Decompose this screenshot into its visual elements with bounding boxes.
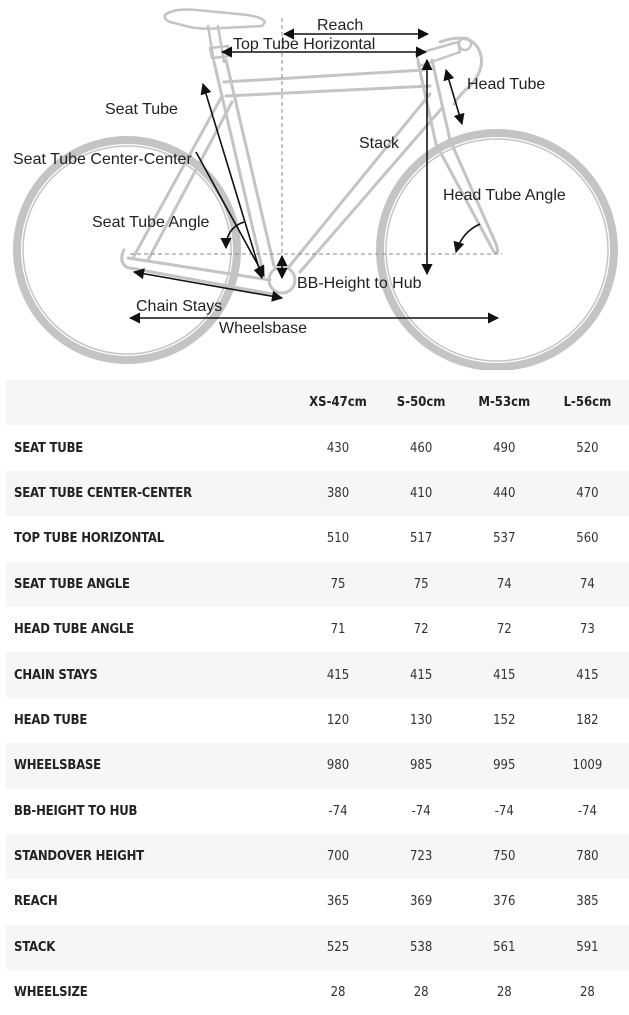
table-cell: 369 bbox=[409, 894, 433, 910]
table-cell: 365 bbox=[326, 894, 350, 910]
table-cell: 780 bbox=[576, 849, 599, 865]
row-label: STACK bbox=[14, 939, 56, 955]
label-top-tube-horizontal: Top Tube Horizontal bbox=[233, 36, 376, 53]
table-cell: 510 bbox=[326, 531, 350, 547]
table-header-row bbox=[6, 380, 629, 425]
row-label: CHAIN STAYS bbox=[14, 667, 98, 683]
table-cell: 410 bbox=[409, 485, 433, 501]
column-header: XS-47cm bbox=[309, 395, 367, 411]
table-cell: 75 bbox=[413, 576, 429, 592]
table-cell: 750 bbox=[493, 849, 516, 865]
column-header: L-56cm bbox=[563, 395, 612, 411]
table-cell: 72 bbox=[413, 622, 429, 638]
label-reach: Reach bbox=[317, 17, 364, 34]
table-cell: 517 bbox=[409, 531, 433, 547]
table-cell: 152 bbox=[493, 712, 516, 728]
top-tube bbox=[224, 70, 430, 96]
table-body bbox=[6, 425, 629, 1015]
row-label: HEAD TUBE ANGLE bbox=[14, 622, 134, 638]
table-cell: 73 bbox=[579, 622, 595, 638]
seat-tube bbox=[214, 60, 274, 268]
label-stack: Stack bbox=[359, 135, 400, 152]
table-cell: 376 bbox=[493, 894, 516, 910]
column-header: S-50cm bbox=[396, 395, 446, 411]
table-cell: 700 bbox=[326, 849, 350, 865]
chain-stays-arrow bbox=[134, 272, 282, 298]
table-cell: 182 bbox=[576, 712, 599, 728]
table-row bbox=[6, 562, 629, 607]
label-chain-stays: Chain Stays bbox=[136, 298, 223, 315]
table-cell: 985 bbox=[409, 758, 433, 774]
table-row bbox=[6, 698, 629, 743]
label-seat-tube-center-center: Seat Tube Center-Center bbox=[13, 151, 192, 168]
table-row bbox=[6, 652, 629, 697]
head-tube-angle-arc bbox=[456, 224, 480, 252]
table-cell: 75 bbox=[330, 576, 346, 592]
table-cell: 415 bbox=[409, 667, 433, 683]
seat-stays bbox=[134, 96, 232, 260]
table-cell: -74 bbox=[494, 803, 514, 819]
row-label: WHEELSIZE bbox=[14, 985, 88, 1001]
rear-wheel-rim bbox=[23, 146, 231, 354]
table-row bbox=[6, 516, 629, 561]
table-cell: 440 bbox=[493, 485, 516, 501]
table-cell: 995 bbox=[493, 758, 516, 774]
row-label: SEAT TUBE bbox=[14, 440, 84, 456]
geometry-table bbox=[6, 380, 629, 1015]
table-cell: 72 bbox=[496, 622, 512, 638]
table-cell: 980 bbox=[326, 758, 350, 774]
header-corner bbox=[6, 380, 296, 425]
stem bbox=[416, 42, 460, 66]
table-cell: 415 bbox=[576, 667, 599, 683]
chain-stays-frame bbox=[128, 258, 272, 294]
table-row bbox=[6, 879, 629, 924]
table-cell: 520 bbox=[576, 440, 599, 456]
table-cell: 490 bbox=[493, 440, 516, 456]
label-bb-height-to-hub: BB-Height to Hub bbox=[297, 275, 422, 292]
table-row bbox=[6, 789, 629, 834]
row-label: SEAT TUBE CENTER-CENTER bbox=[14, 485, 192, 501]
row-label: HEAD TUBE bbox=[14, 712, 88, 728]
label-head-tube: Head Tube bbox=[467, 76, 546, 93]
table-cell: 430 bbox=[326, 440, 350, 456]
table-cell: 415 bbox=[493, 667, 516, 683]
table-cell: 723 bbox=[409, 849, 433, 865]
table-cell: 120 bbox=[326, 712, 350, 728]
label-seat-tube: Seat Tube bbox=[105, 101, 178, 118]
table-cell: 28 bbox=[579, 985, 595, 1001]
down-tube bbox=[288, 94, 442, 272]
table-row bbox=[6, 607, 629, 652]
saddle bbox=[165, 10, 265, 29]
table-cell: 415 bbox=[326, 667, 350, 683]
table-row bbox=[6, 425, 629, 470]
table-cell: 385 bbox=[576, 894, 599, 910]
table-cell: 28 bbox=[330, 985, 346, 1001]
table-cell: 380 bbox=[326, 485, 350, 501]
table-cell: -74 bbox=[328, 803, 348, 819]
table-cell: 538 bbox=[409, 939, 433, 955]
table-cell: 561 bbox=[493, 939, 516, 955]
label-wheelsbase: Wheelsbase bbox=[219, 320, 308, 337]
table-cell: 537 bbox=[493, 531, 516, 547]
table-cell: 460 bbox=[409, 440, 433, 456]
row-label: BB-HEIGHT TO HUB bbox=[14, 803, 138, 819]
table-cell: 74 bbox=[496, 576, 512, 592]
row-label: WHEELSBASE bbox=[14, 758, 101, 774]
table-row bbox=[6, 925, 629, 970]
row-label: REACH bbox=[14, 894, 58, 910]
row-label: STANDOVER HEIGHT bbox=[14, 849, 144, 865]
table-cell: 591 bbox=[576, 939, 599, 955]
bike-geometry-diagram bbox=[0, 0, 629, 370]
table-row bbox=[6, 743, 629, 788]
row-label: SEAT TUBE ANGLE bbox=[14, 576, 130, 592]
table-cell: 470 bbox=[576, 485, 599, 501]
table-cell: 1009 bbox=[572, 758, 603, 774]
table-row bbox=[6, 834, 629, 879]
table-cell: 130 bbox=[409, 712, 433, 728]
row-label: TOP TUBE HORIZONTAL bbox=[14, 531, 164, 547]
table-cell: -74 bbox=[577, 803, 597, 819]
label-seat-tube-angle: Seat Tube Angle bbox=[92, 214, 210, 231]
table-cell: 71 bbox=[330, 622, 346, 638]
table-cell: 28 bbox=[413, 985, 429, 1001]
label-head-tube-angle: Head Tube Angle bbox=[443, 187, 566, 204]
table-cell: 525 bbox=[326, 939, 350, 955]
rear-wheel bbox=[17, 140, 237, 360]
table-cell: 28 bbox=[496, 985, 512, 1001]
column-header: M-53cm bbox=[478, 395, 531, 411]
table-row bbox=[6, 471, 629, 516]
table-cell: 560 bbox=[576, 531, 599, 547]
table-cell: -74 bbox=[411, 803, 431, 819]
table-row bbox=[6, 970, 629, 1015]
table-cell: 74 bbox=[579, 576, 595, 592]
